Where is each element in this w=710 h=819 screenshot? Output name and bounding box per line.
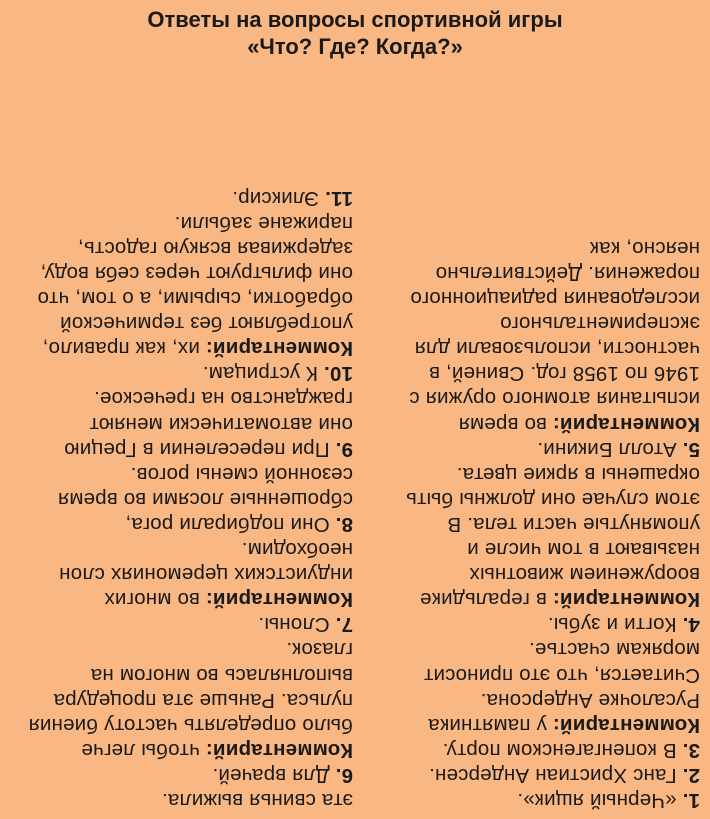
answer-text: В копенгагенском порту. — [442, 738, 683, 762]
upside-down-answers — [0, 62, 710, 817]
answer-text: «Черный ящик». — [517, 789, 683, 812]
answer-item — [400, 788, 700, 813]
answer-text: При переселении в Грецию они автоматически меняют гражданство на греческое. — [64, 387, 353, 461]
comment-label: Комментарий: — [205, 738, 353, 762]
title-line-1: Ответы на вопросы спортивной игры — [147, 7, 563, 32]
answer-comment — [400, 236, 700, 437]
answer-number: 11. — [325, 186, 353, 210]
answer-comment — [400, 637, 700, 737]
answer-number: 1. — [682, 789, 700, 812]
answer-number: 10. — [323, 362, 353, 386]
answers-column-2 — [28, 186, 353, 813]
comment-label: Комментарий: — [552, 412, 700, 436]
answer-item — [28, 763, 353, 788]
answer-text: Слоны. — [258, 613, 336, 637]
comment-label: Комментарий: — [205, 337, 353, 361]
answer-number: 4. — [682, 613, 700, 637]
answer-text: эта свинья выжила. — [161, 789, 353, 812]
answer-comment — [28, 637, 353, 762]
answer-number: 7. — [335, 613, 353, 637]
answer-text: Они подбирали рога, сброшенные лосями во время сезонной смены рогов. — [57, 462, 353, 536]
answer-number: 3. — [682, 738, 700, 762]
answer-item — [400, 437, 700, 462]
answer-number: 2. — [682, 763, 700, 787]
answer-text: Когти и зубы. — [547, 613, 683, 637]
answer-item — [28, 462, 353, 537]
answer-comment — [28, 537, 353, 612]
answer-item — [28, 612, 353, 637]
answer-number: 9. — [335, 437, 353, 461]
answer-text: чтобы легче было определять частоту биения пульса. Раньше эта процедура выполнялась во многом на глазок. — [28, 638, 353, 762]
answer-item — [28, 788, 353, 813]
answer-text: Атолл Бикини. — [537, 437, 683, 461]
answer-text: Для врачей. — [212, 763, 336, 787]
answer-item — [28, 361, 353, 386]
comment-label: Комментарий: — [552, 713, 700, 737]
comment-label: Комментарий: — [552, 588, 700, 612]
comment-label: Комментарий: — [205, 588, 353, 612]
answer-text: во время испытания атомного оружия с 1946 по 1958 год. Свиней, в частности, использовали для экспериментального исследования радиационного поражения. Действительно неясно, как — [409, 236, 700, 436]
answer-comment — [28, 211, 353, 362]
answer-text: К устрицам. — [202, 362, 324, 386]
answer-text: во многих индуистских церемониях слон необходим. — [58, 538, 353, 612]
answer-number: 8. — [335, 512, 353, 536]
answer-number: 6. — [335, 763, 353, 787]
page-title — [0, 6, 710, 60]
answer-item — [400, 738, 700, 763]
title-line-2: «Что? Где? Когда?» — [247, 34, 463, 59]
answer-text: в геральдике вооружением животных называют в том числе и упомянутые части тела. В этом случае они должны быть окрашены в яркие цвета. — [405, 462, 700, 612]
answer-comment — [400, 462, 700, 613]
answer-item — [400, 612, 700, 637]
answer-text: у памятника Русалочке Андерсона. Считается, что это приносит морякам счастье. — [423, 638, 700, 737]
answer-text: их, как правило, употребляют без термической обработки, сырыми, а о том, что они фильтруют через себя воду, задерживая всякую гадость, парижане забыли. — [37, 211, 353, 361]
answers-column-1 — [400, 236, 700, 813]
answer-number: 5. — [682, 437, 700, 461]
answer-item — [28, 386, 353, 461]
answer-text: Ганс Христиан Андерсен. — [428, 763, 683, 787]
answer-item — [28, 186, 353, 211]
answer-text: Эликсир. — [232, 186, 326, 210]
answer-item — [400, 763, 700, 788]
